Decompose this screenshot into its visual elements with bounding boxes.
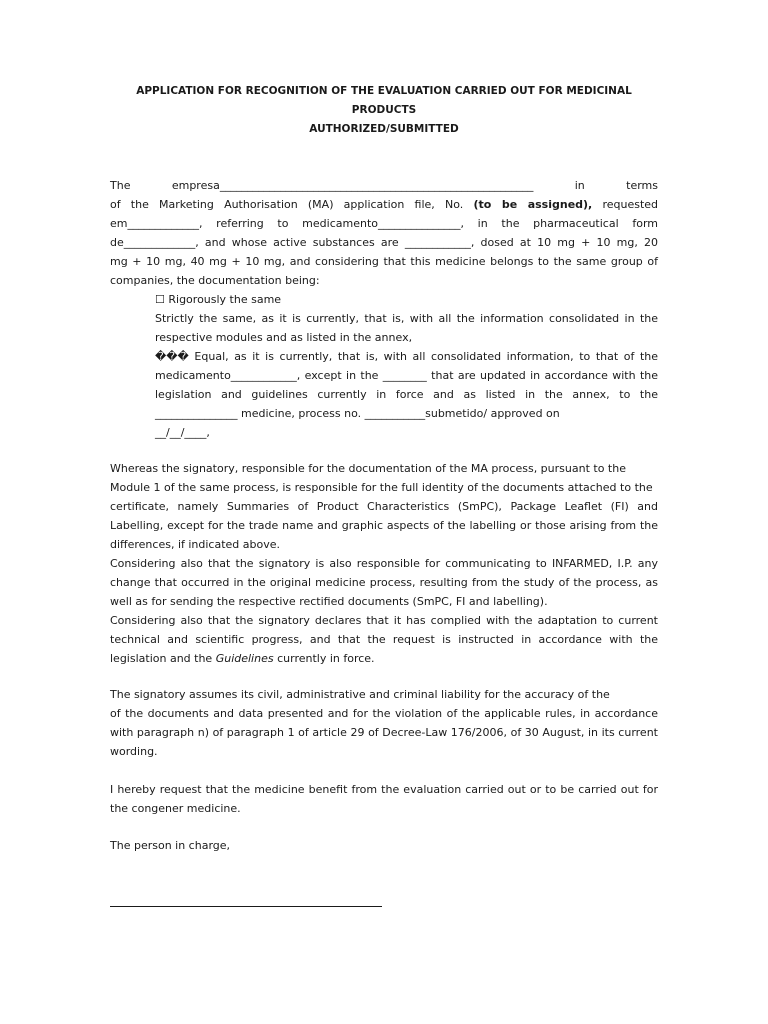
document-title (100, 82, 668, 139)
title-line-1: APPLICATION FOR RECOGNITION OF THE EVALUATION CARRIED OUT FOR MEDICINAL (136, 85, 632, 97)
option-2-text (155, 347, 658, 423)
option-1-text: Strictly the same, as it is currently, that is, with all the information consolidated in the respective modules and as listed in the annex, (155, 312, 658, 344)
intro-line-2 (110, 195, 658, 214)
guidelines-term: Guidelines (215, 652, 274, 665)
whereas-line-4: Considering also that the signatory is also responsible for communicating to INFARMED, I.P. any change that occurred in the original medicine process, resulting from the study of the process, as well as for sending the respective rectified documents (SmPC, FI and labelling). (110, 557, 658, 608)
intro-paragraph (110, 176, 658, 290)
option-1-heading (155, 290, 658, 309)
intro-line-5: mg + 10 mg, 40 mg + 10 mg, and considering that this medicine belongs to the same group of (110, 255, 658, 268)
to-be-assigned: (to be assigned), (473, 198, 593, 211)
whereas-line-1: Whereas the signatory, responsible for the documentation of the MA process, pursuant to the (110, 462, 626, 475)
whereas-line-3: certificate, namely Summaries of Product Characteristics (SmPC), Package Leaflet (FI) and Labelling, except for the trade name and graphic aspects of the labelling or those arising from the differences, if indicated above. (110, 500, 658, 551)
intro-line-3: em_____________, referring to medicamento_______________, in the pharmaceutical form (110, 217, 658, 230)
title-line-2: PRODUCTS (351, 104, 417, 116)
closing-text: The person in charge, (110, 839, 231, 852)
option-2-date: __/__/____, (155, 426, 210, 439)
title-line-3: AUTHORIZED/SUBMITTED (309, 123, 459, 135)
liability-line-2: of the documents and data presented and for the violation of the applicable rules, in accordance with paragraph n) of paragraph 1 of article 29 of Decree-Law 176/2006, of 30 August, in its current wording. (110, 707, 658, 758)
intro-line-4: de_____________, and whose active substances are ____________, dosed at 10 mg + 10 mg, 20 (110, 236, 658, 249)
intro-line-2a: of the Marketing Authorisation (MA) application file, No. (110, 198, 474, 211)
checkbox-icon[interactable]: ☐ (155, 293, 165, 306)
intro-line-1: The empresa_________________________________________________________ in terms (110, 179, 658, 192)
option-2-marker: ��� (155, 350, 189, 363)
signature-line[interactable] (110, 906, 382, 907)
liability-paragraph (110, 685, 658, 761)
option-2-body: Equal, as it is currently, that is, with all consolidated information, to that of the medicamento____________, except in the ________ that are updated in accordance with the legislation and guidelines currently in force and as listed in the annex, to the _______________ medicine, process no. ___________submetido/ approved on (155, 350, 658, 420)
intro-line-6: companies, the documentation being: (110, 274, 320, 287)
liability-line-1: The signatory assumes its civil, administrative and criminal liability for the accuracy of the (110, 688, 610, 701)
whereas-line-2: Module 1 of the same process, is responsible for the full identity of the documents attached to the (110, 481, 653, 494)
request-paragraph: I hereby request that the medicine benefit from the evaluation carried out or to be carried out for the congener medicine. (110, 783, 658, 815)
whereas-5a: Considering also that the signatory declares that it has complied with the adaptation to current technical and scientific progress, and that the request is instructed in accordance with the legislation and the (110, 614, 658, 665)
whereas-paragraph (110, 459, 658, 668)
option-1-label: Rigorously the same (164, 293, 282, 306)
whereas-5c: currently in force. (273, 652, 375, 665)
whereas-line-5 (110, 611, 658, 668)
intro-line-2c: requested (592, 198, 659, 211)
options-block (155, 290, 658, 442)
